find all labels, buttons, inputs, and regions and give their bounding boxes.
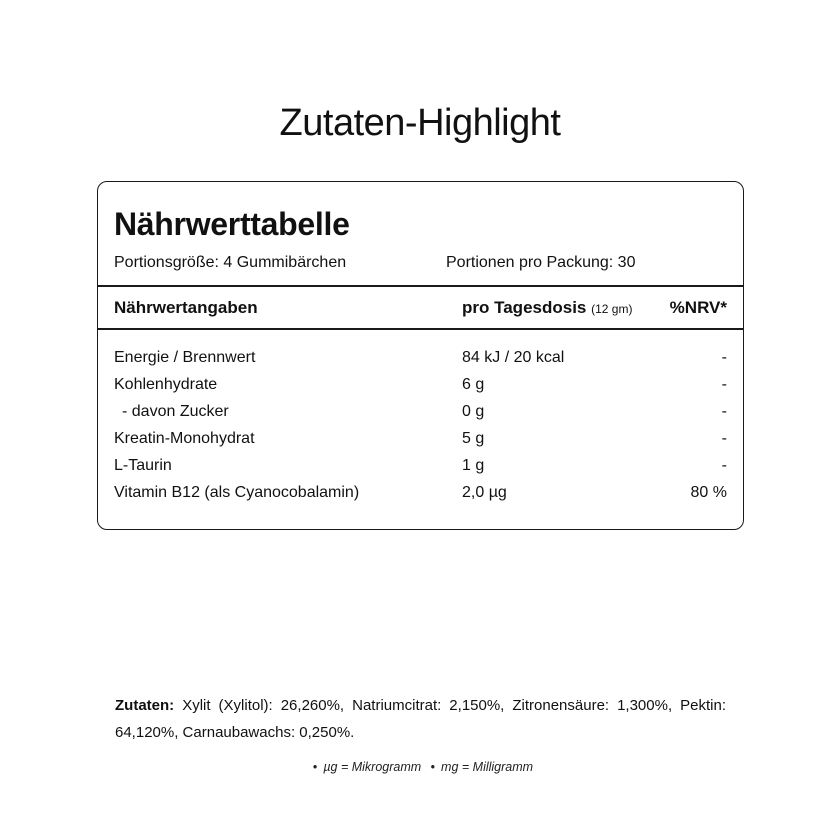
footnote-milligram: mg = Milligramm	[441, 760, 534, 774]
table-row	[114, 482, 727, 509]
column-header-name: Nährwertangaben	[114, 298, 258, 317]
row-nrv: 80 %	[690, 484, 727, 501]
serving-size	[114, 254, 346, 272]
table-row	[114, 401, 727, 428]
row-nrv: -	[721, 349, 727, 366]
servings-per-pack	[446, 254, 635, 272]
column-header-dose-unit: (12 gm)	[591, 302, 633, 316]
nutrition-table-card	[97, 181, 744, 530]
row-value: 5 g	[462, 430, 485, 447]
row-name: Kohlenhydrate	[114, 376, 218, 393]
unit-footnotes	[0, 760, 840, 774]
nutrition-rows	[114, 347, 727, 509]
table-row	[114, 428, 727, 455]
row-value: 6 g	[462, 376, 485, 393]
row-value: 0 g	[462, 403, 485, 420]
ingredients-label: Zutaten:	[115, 697, 175, 714]
serving-size-value: 4 Gummibärchen	[223, 254, 347, 271]
nutrition-table-title: Nährwerttabelle	[114, 206, 350, 242]
row-value: 1 g	[462, 457, 485, 474]
servings-per-pack-value: 30	[617, 254, 636, 271]
table-row	[114, 347, 727, 374]
footnote-microgram: µg = Mikrogramm	[323, 760, 422, 774]
row-name: Vitamin B12 (als Cyanocobalamin)	[114, 484, 360, 501]
row-nrv: -	[721, 376, 727, 393]
serving-size-label: Portionsgröße:	[114, 254, 219, 271]
column-header-nrv: %NRV*	[669, 298, 727, 317]
row-name: Kreatin-Monohydrat	[114, 430, 255, 447]
table-divider-top	[98, 285, 743, 287]
ingredients-list: Xylit (Xylitol): 26,260%, Natriumcitrat: 2,150%, Zitronensäure: 1,300%, Pektin: 64,120%, Carnaubawachs: 0,250%.	[115, 697, 726, 741]
row-name: - davon Zucker	[122, 403, 229, 420]
servings-per-pack-label: Portionen pro Packung:	[446, 254, 614, 271]
row-name: L-Taurin	[114, 457, 172, 474]
bullet-icon: •	[312, 760, 318, 774]
column-header-dose-label: pro Tagesdosis	[462, 298, 587, 317]
row-value: 2,0 µg	[462, 484, 507, 501]
column-header-dose	[462, 298, 632, 318]
row-nrv: -	[721, 403, 727, 420]
table-divider-header	[98, 328, 743, 330]
bullet-icon: •	[430, 760, 436, 774]
row-name: Energie / Brennwert	[114, 349, 256, 366]
table-row	[114, 374, 727, 401]
page-title: Zutaten-Highlight	[279, 102, 561, 144]
row-value: 84 kJ / 20 kcal	[462, 349, 565, 366]
table-row	[114, 455, 727, 482]
row-nrv: -	[721, 457, 727, 474]
ingredients-text	[115, 692, 726, 746]
row-nrv: -	[721, 430, 727, 447]
